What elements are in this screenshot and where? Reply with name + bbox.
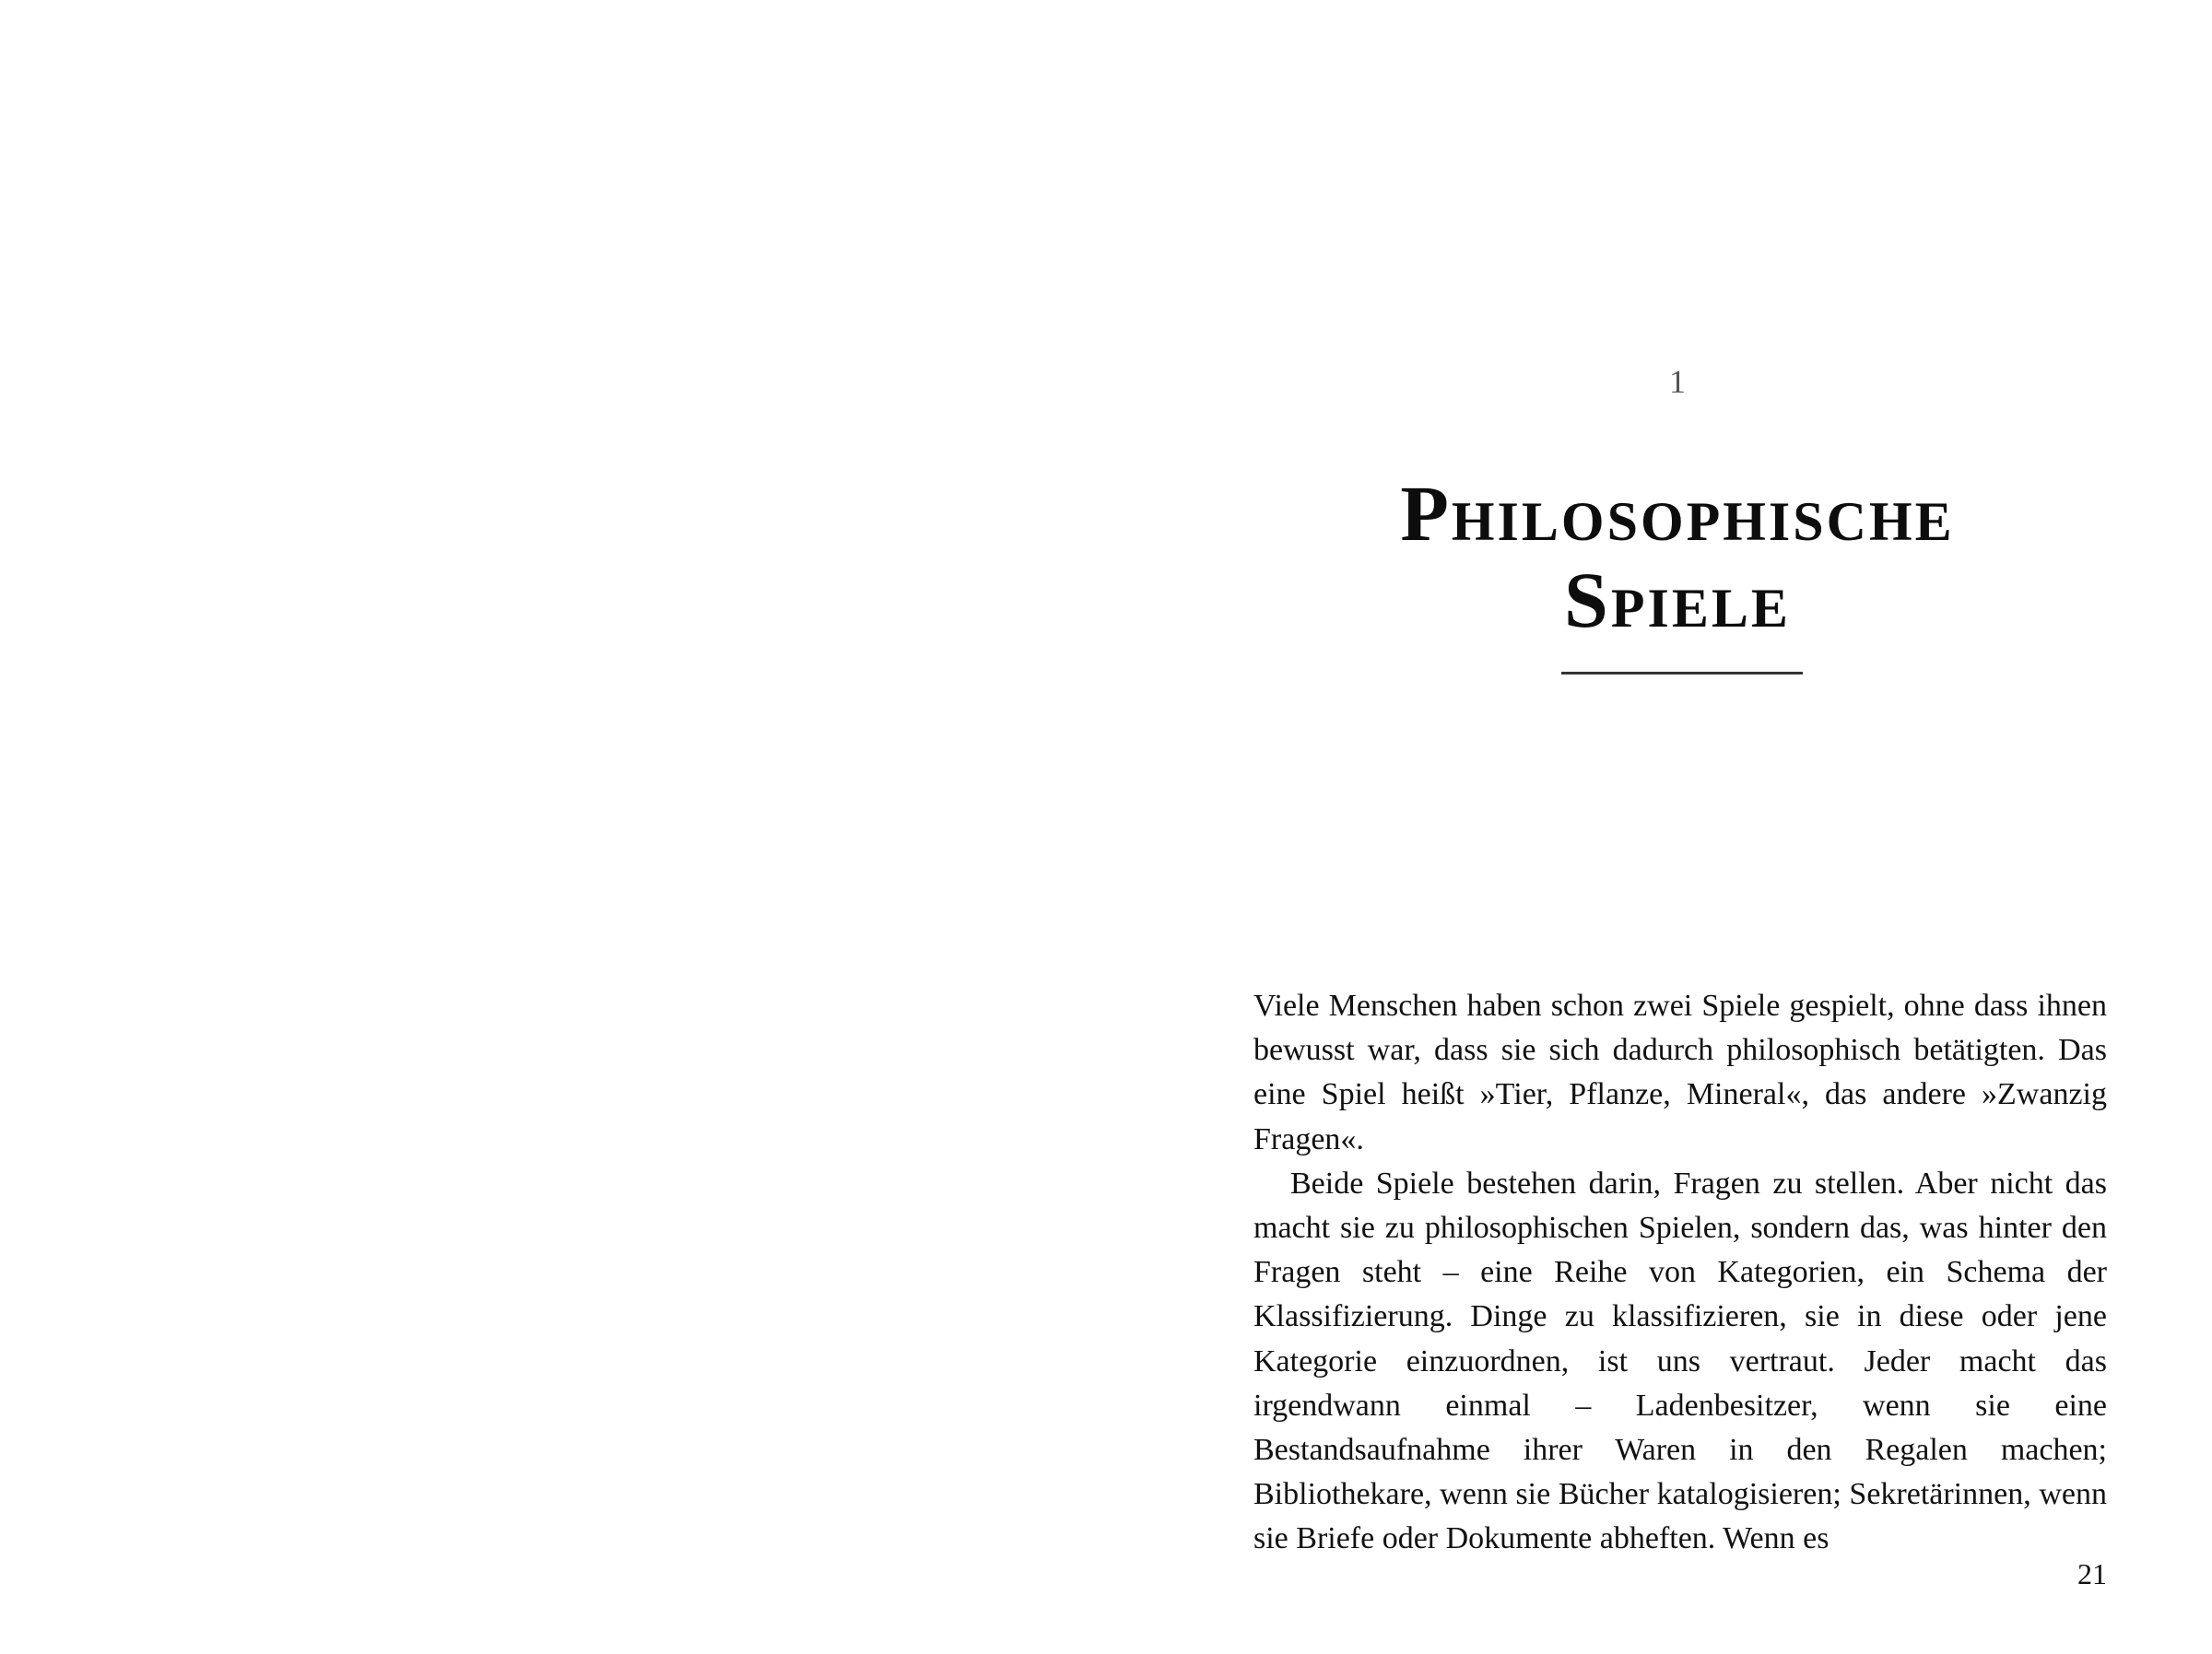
chapter-title bbox=[1309, 470, 2046, 643]
page-number: 21 bbox=[2077, 1557, 2107, 1590]
chapter-title-line-1: Philosophische bbox=[1400, 469, 1955, 557]
paragraph-1: Viele Menschen haben schon zwei Spiele gespielt, ohne dass ihnen bewusst war, dass sie sich dadurch philosophisch betätigten. Das eine Spiel heißt »Tier, Pflanze, Mineral«, das andere »Zwanzig Fragen«. bbox=[1253, 989, 2107, 1156]
chapter-number: 1 bbox=[1669, 363, 1686, 400]
body-text bbox=[1253, 984, 2107, 1562]
chapter-title-line-2: Spiele bbox=[1564, 556, 1791, 644]
title-divider bbox=[1561, 672, 1803, 675]
paragraph-2: Beide Spiele bestehen darin, Fragen zu stellen. Aber nicht das macht sie zu philosophischen Spielen, sondern das, was hinter den Fragen steht – eine Reihe von Kategorien, ein Schema der Klassifizierung. Dinge zu klassifizieren, sie in diese oder jene Kategorie einzuordnen, ist uns vertraut. Jeder macht das irgendwann einmal – Ladenbesitzer, wenn sie eine Bestandsaufnahme ihrer Waren in den Regalen machen; Bibliothekare, wenn sie Bücher katalogisieren; Sekretärinnen, wenn sie Briefe oder Dokumente abheften. Wenn es bbox=[1253, 1166, 2107, 1556]
